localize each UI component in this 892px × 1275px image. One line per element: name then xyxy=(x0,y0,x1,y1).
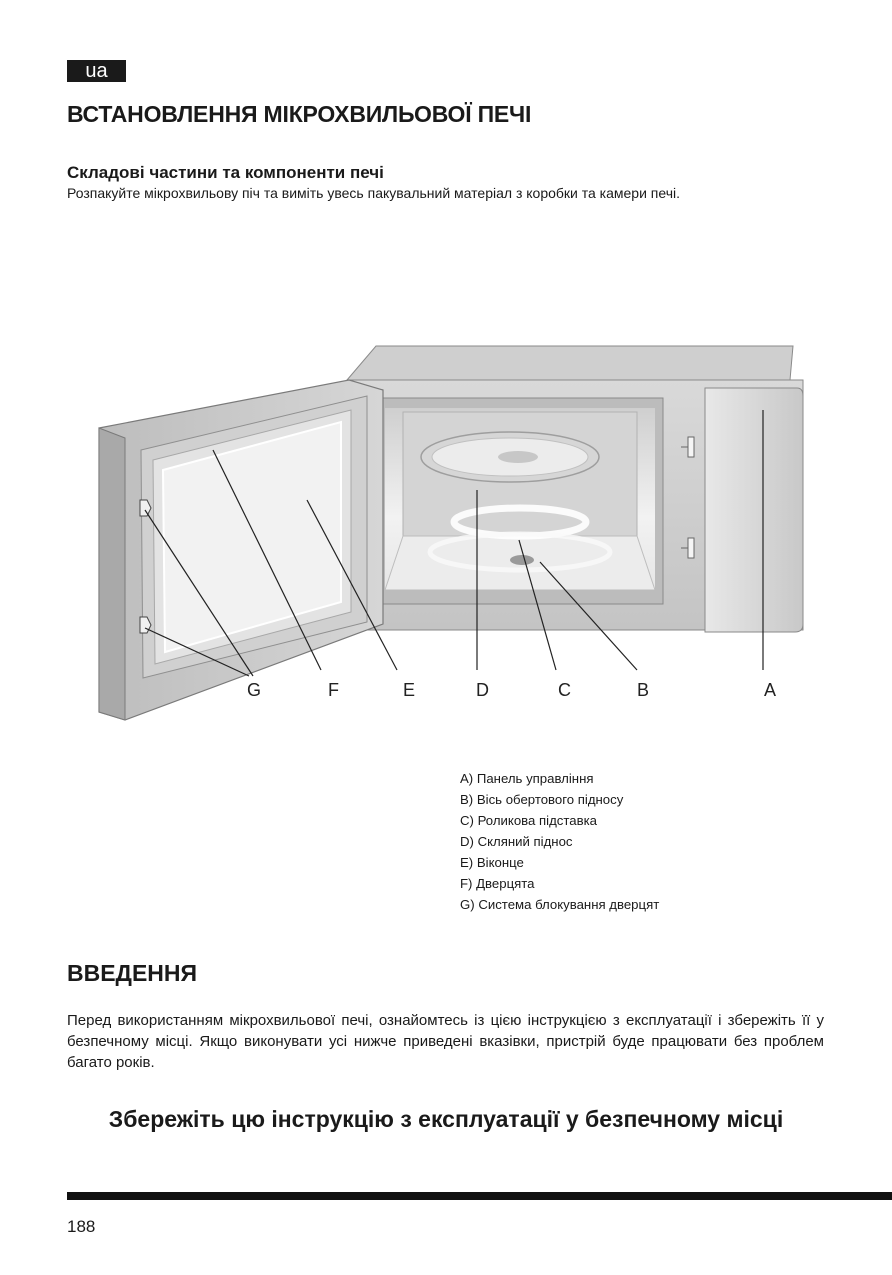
intro-text: Розпакуйте мікрохвильову піч та виміть увесь пакувальний матеріал з коробки та камери печі. xyxy=(67,185,680,201)
microwave-diagram xyxy=(85,340,805,725)
label-a: A xyxy=(764,680,777,700)
label-f: F xyxy=(328,680,339,700)
label-e: E xyxy=(403,680,416,700)
turntable-axle xyxy=(510,555,534,565)
page-number: 188 xyxy=(67,1217,96,1236)
legend-item-b: B) Вісь обертового підносу xyxy=(460,792,624,807)
page-title: ВСТАНОВЛЕННЯ МІКРОХВИЛЬОВОЇ ПЕЧІ xyxy=(67,101,532,127)
legend-item-d: D) Скляний піднос xyxy=(460,834,573,849)
door-edge xyxy=(99,428,125,720)
section-subtitle: Складові частини та компоненти печі xyxy=(67,163,384,182)
latch-slot-top xyxy=(688,437,694,457)
control-panel xyxy=(705,388,803,632)
keep-manual-callout: Збережіть цю інструкцію з експлуатації у безпечному місці xyxy=(108,1106,784,1132)
legend-item-f: F) Дверцята xyxy=(460,876,535,891)
legend-item-e: E) Віконце xyxy=(460,855,524,870)
introduction-title: ВВЕДЕННЯ xyxy=(67,960,198,986)
label-g: G xyxy=(247,680,262,700)
legend-item-a: A) Панель управління xyxy=(460,771,594,786)
oven-top xyxy=(347,346,793,380)
language-badge: ua xyxy=(67,60,126,82)
label-c: C xyxy=(558,680,571,700)
legend-item-c: C) Роликова підставка xyxy=(460,813,597,828)
latch-slot-bottom xyxy=(688,538,694,558)
legend-item-g: G) Система блокування дверцят xyxy=(460,897,660,912)
parts-legend xyxy=(460,768,659,915)
label-b: B xyxy=(637,680,650,700)
label-d: D xyxy=(476,680,489,700)
introduction-paragraph: Перед використанням мікрохвильової печі, ознайомтесь із цією інструкцією з експлуатації і збережіть її у безпечному місці. Якщо виконувати усі нижче приведені вказівки, пристрій буде працювати без проблем багато років. xyxy=(67,1012,824,1071)
footer-rule xyxy=(67,1192,892,1200)
